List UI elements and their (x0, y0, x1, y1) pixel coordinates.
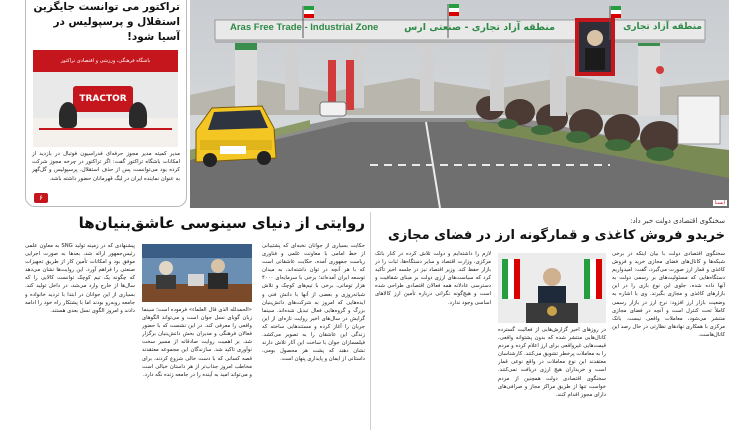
aras-free-zone-photo[interactable] (190, 0, 729, 208)
photo-banner-text: باشگاه فرهنگی، ورزشی و اقتصادی تراکتور (33, 50, 178, 72)
column-divider (370, 212, 371, 430)
cinema-article-col-right: حکایت بسیاری از جوانان نخبه‌ای که پشتیبانی از خط امامی با معاونت علمی و فناوری ریاست جمهوری آمده، حکایت عاشقانی است که با هر آنچه در توان داشته‌اند، به میدان توسعه ایران آمده‌اند؛ برخی با سرمایه‌ای ۴۰۰۰ هزار تومانی، برخی با تیم‌های کوچک و تلاش شبانه‌روزی و بعضی از آنها با دانش فنی و ایده‌هایی که امروز به شرکت‌های دانش‌بنیان بزرگ و گروه‌هایی فعال تبدیل شده‌اند. سینما گرایش در سال‌های اخیر روایت تازه‌ای از این جریان را آغاز کرده و مستندهایی ساخته که زندگی این عاشقان را به تصویر می‌کشد. فیلمسازان جوان با ساخت این آثار تلاش دارند نشان دهند که پشت هر محصول بومی، داستانی از ایمان و پایداری پنهان است. (262, 243, 365, 363)
photo-backdrop (33, 72, 178, 118)
table-stripe (39, 128, 172, 130)
gate-sign-persian-right: منطقه آزاد تجاری (623, 22, 702, 32)
meeting-scene (142, 244, 252, 302)
currency-article-col-left: لازم را داشته‌ایم و دولت تلاش کرده در کنار بانک مرکزی، وزارت اقتصاد و سایر دستگاه‌ها، ثبات را در بازار حفظ کند. وزیر اقتصاد نیز در جلسه اخیر تأکید کرد که سیاست‌های ارزی دولت بر مبنای شفافیت و دسترسی عادلانه همه فعالان اقتصادی طراحی شده است و هیچ‌گونه نگرانی درباره تأمین ارز کالاهای اساسی وجود ندارد. (375, 251, 491, 306)
gate-sign-english: Aras Free Trade - Industrial Zone (230, 22, 379, 33)
press-table (33, 118, 178, 147)
cinema-article-col-middle: «الحمدلله الذی قال العلماء» فرموده است؛ سینما زبان گویای نسل جوان است و می‌تواند الگوهای واقعی را معرفی کند. در این نشست که با حضور فعالان فرهنگی و مدیران بخش دانش‌بنیان برگزار شد، بر اهمیت روایت صادقانه از مسیر سخت نوآوری تاکید شد. سازندگان این مجموعه معتقدند قصه کسانی که با دست خالی شروع کردند، برای مخاطب امروز جذاب‌تر از هر داستان خیالی است و می‌تواند امید به آینده را در جامعه زنده نگه دارد. (142, 307, 252, 378)
currency-article-col-right: سخنگوی اقتصادی دولت با بیان اینکه در برخی شبکه‌ها و کانال‌های فضای مجازی خرید و فروش کاغذی و قمار ارز صورت می‌گیرد، گفت: امیدواریم دستگاه‌هایی که مسئولیت‌های بر رسمی دولت به آنها داده شده، جلوی این نوع بازی را در این بازارهای کاغذی و مجازی بگیرند. وی با اشاره به وضعیت بازار ارز افزود: نرخ ارز در بازار رسمی کاملاً تحت کنترل است و آنچه در فضای مجازی منتشر می‌شود، معاملات واقعی نیست. بانک مرکزی با همکاری نهادهای نظارتی در حال رصد این کانال‌هاست. (612, 251, 725, 338)
sport-caption: مدیر کمیته مدیر مجوز حرفه‌ای فدراسیون فوتبال در بازدید از امکانات باشگاه تراکتور گفت: اگر تراکتور در چرخه مجوز شرکت کرده بود می‌توانست پس از حذف استقلال، پرسپولیس و گل‌گهر به عنوان نماینده ایران در لیگ قهرمانان حضور داشته باشد. (32, 151, 180, 182)
person-figure (59, 102, 77, 128)
person-figure (129, 102, 147, 128)
currency-article-title[interactable]: خریدو فروش کاغذی و قمارگونه ارز در فضای مجازی (387, 228, 725, 243)
currency-article-kicker: سخنگوی اقتصادی دولت خبر داد: (630, 217, 725, 225)
tractor-press-photo[interactable] (33, 50, 178, 147)
gate-sign-persian: منطقه آزاد تجاری - صنعتی ارس (404, 22, 555, 33)
cinema-article-col-left: پیشنهادی که در زمینه تولید SNG به معاون علمی رئیس‌جمهور ارائه شد، بعدها به صورت اجرایی موفق بود و امکانات تأمین کار از طریق تجهیزات صنعتی را فراهم آورد. این روایت‌ها نشان می‌دهد که چگونه یک تیم کوچک توانست کالایی را که سال‌ها از خارج وارد می‌شد، در داخل تولید کند. بسیاری از این جوانان در ابتدا با تردید خانواده و جامعه روبه‌رو بودند اما با پشتکار راه خود را ادامه دادند و امروز الگوی نسل بعدی هستند. (25, 243, 135, 314)
cinema-article-title[interactable]: روایتی از دنیای سینوسی عاشق‌بنیان‌ها (78, 214, 365, 232)
page-number-badge: ۶ (34, 193, 48, 203)
sport-news-box (25, 0, 187, 207)
press-conference-scene (498, 253, 606, 323)
currency-article-col-middle: در روزهای اخیر گزارش‌هایی از فعالیت گسترده کانال‌هایی منتشر شده که بدون پشتوانه واقعی، قیمت‌هایی غیرواقعی برای ارز اعلام کرده و مردم را به معاملات پرخطر تشویق می‌کنند. کارشناسان معتقدند این نوع معاملات در واقع نوعی قمار است و خریداران هیچ ارزی دریافت نمی‌کنند. سخنگوی اقتصادی دولت همچنین از مردم خواست تنها از طریق مراکز مجاز و صرافی‌های دارای مجوز اقدام کنند. (498, 327, 606, 398)
minister-photo[interactable] (498, 253, 606, 323)
cinema-photo[interactable] (142, 244, 252, 302)
photo-credit: ایسنا (714, 200, 725, 206)
sport-headline[interactable]: تراکتور می توانست جایگزین استقلال و پرسپولیس در آسیا شود! (33, 1, 180, 43)
tractor-logo: TRACTOR (73, 86, 133, 112)
